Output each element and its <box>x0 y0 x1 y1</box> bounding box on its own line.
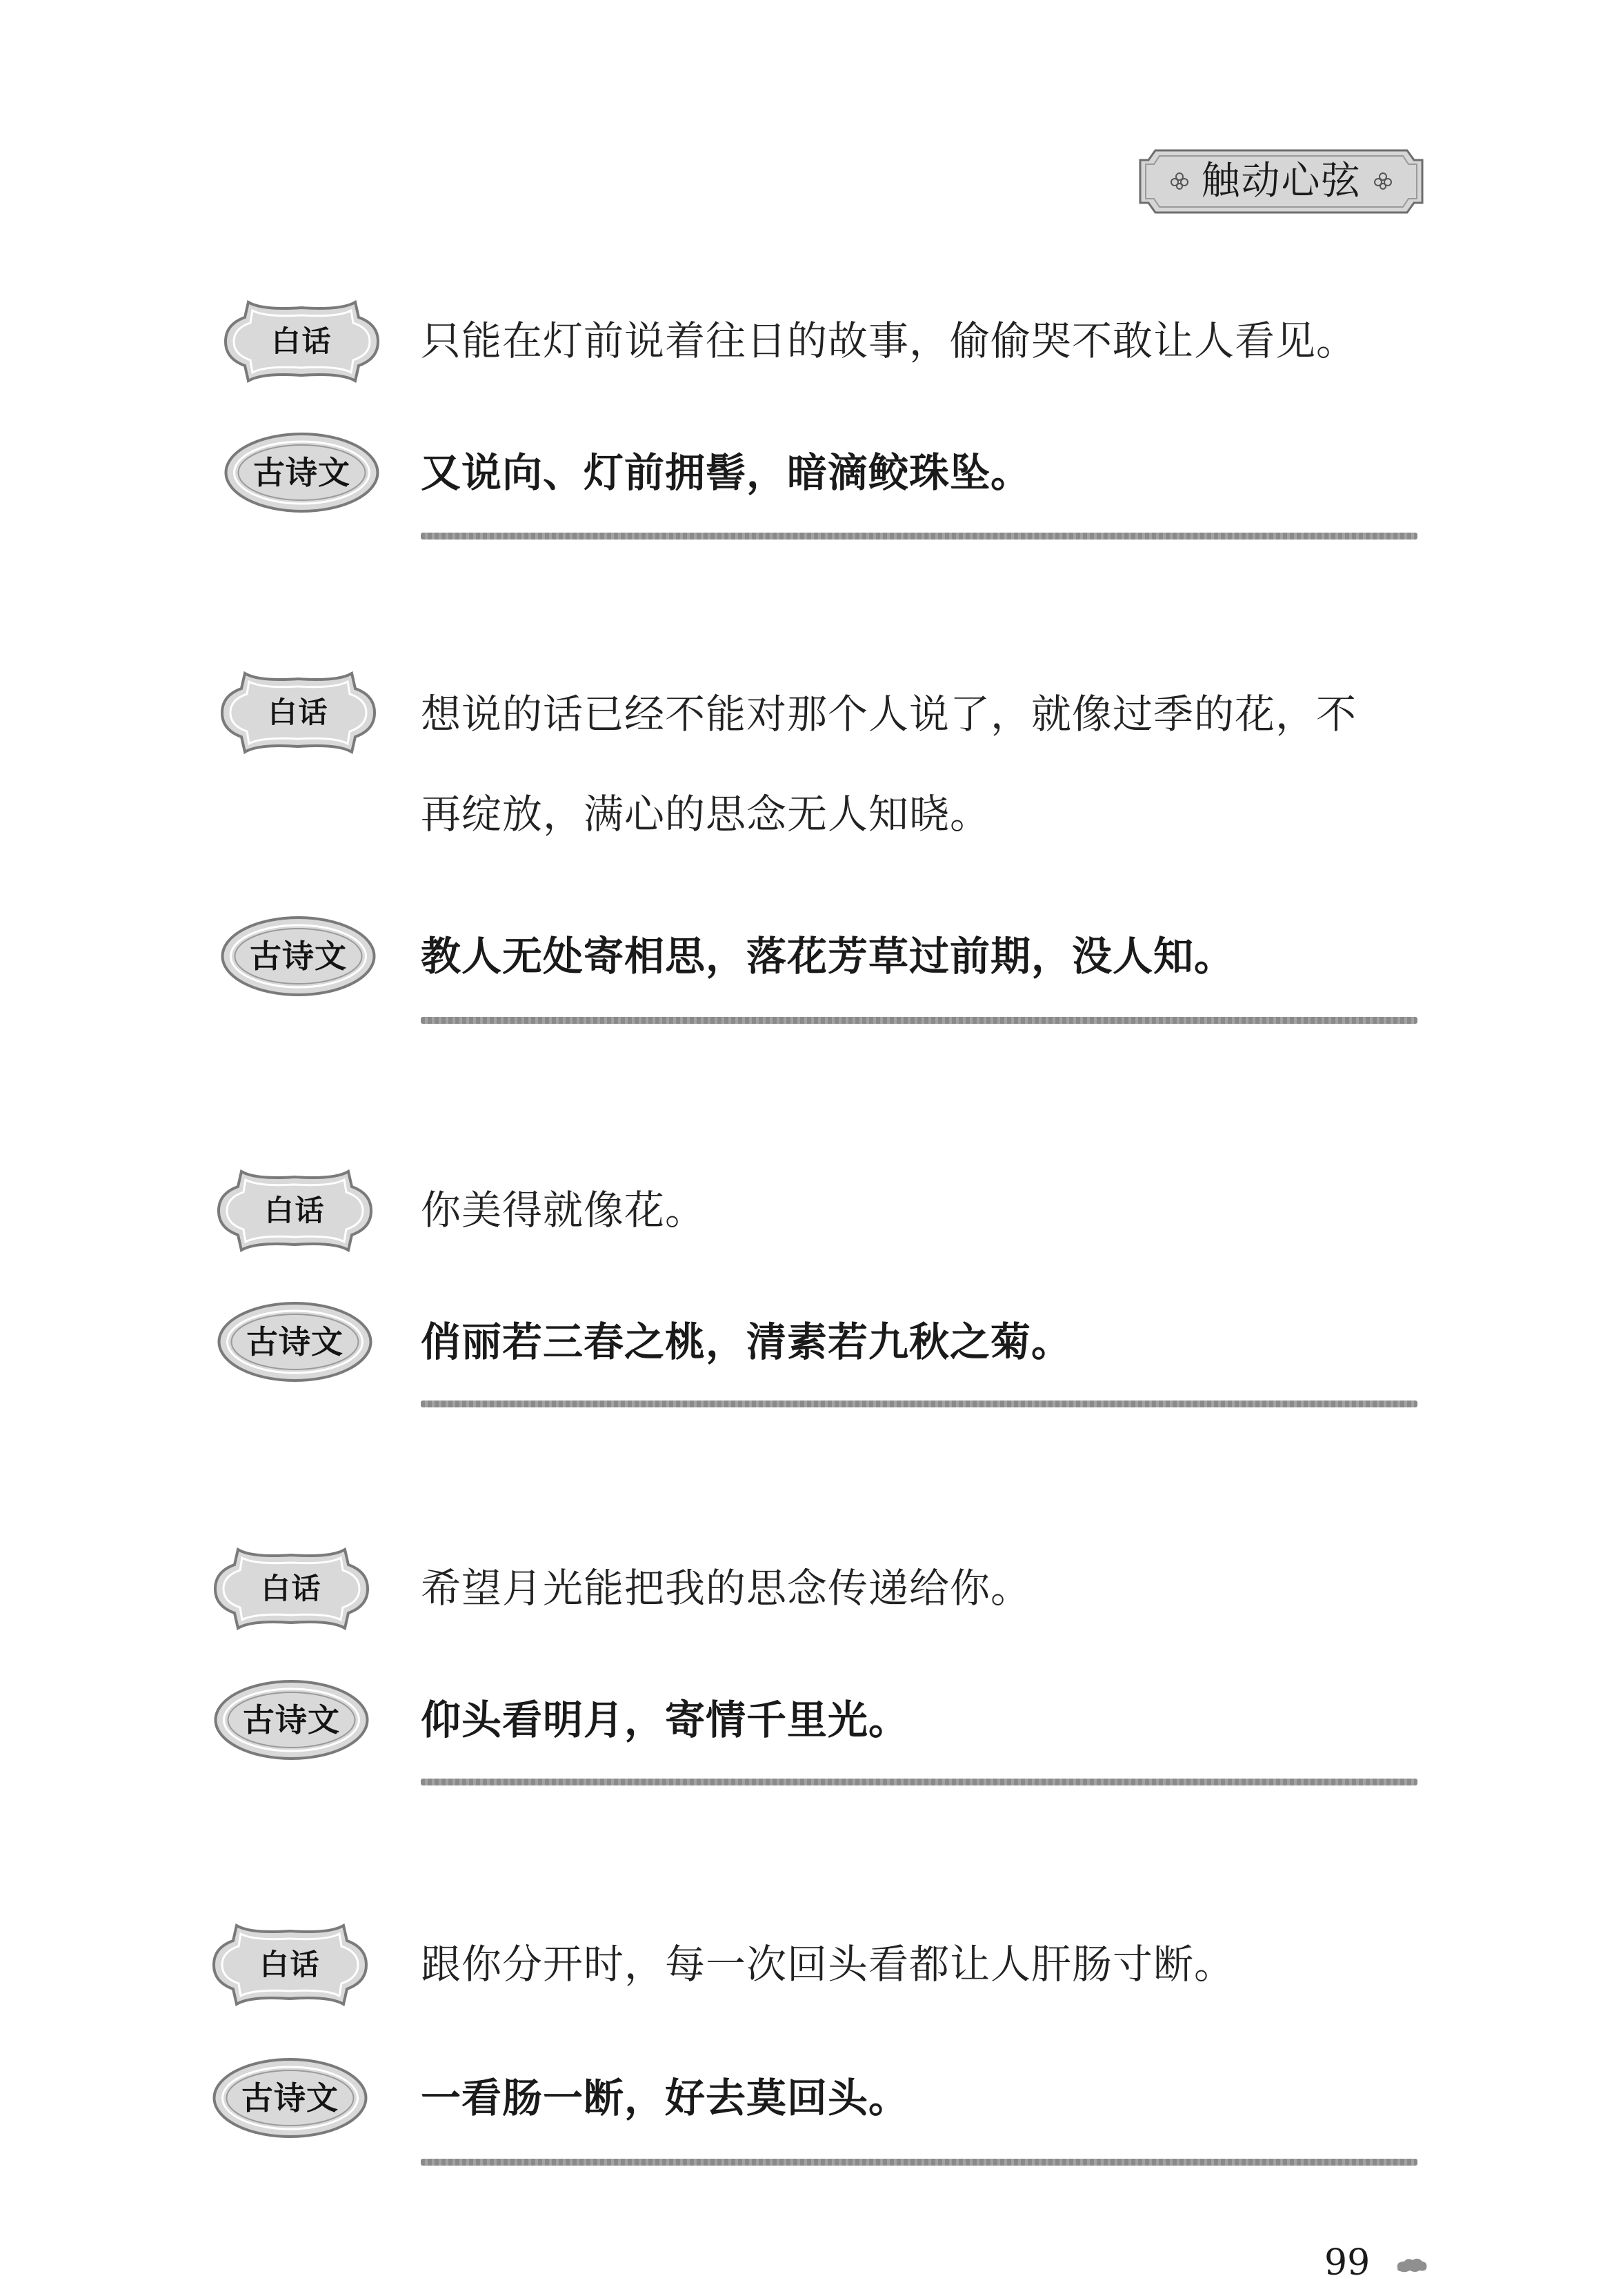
divider-rule <box>421 1401 1417 1407</box>
vernacular-label: 白话 <box>271 324 332 358</box>
classical-text: 仰头看明月，寄情千里光。 <box>421 1696 910 1743</box>
vernacular-badge <box>210 1544 372 1634</box>
vernacular-badge <box>209 1920 371 2010</box>
flower-icon <box>1171 172 1188 190</box>
divider-rule <box>421 1779 1417 1785</box>
vernacular-badge <box>221 297 383 386</box>
classical-badge <box>214 1297 376 1387</box>
classical-text: 教人无处寄相思，落花芳草过前期，没人知。 <box>421 933 1235 980</box>
sentence-pair <box>0 668 1623 1040</box>
classical-text: 一看肠一断，好去莫回头。 <box>421 2075 910 2121</box>
page-number: 99 <box>1324 2242 1371 2284</box>
classical-badge <box>217 911 379 1001</box>
classical-text: 又说向、灯前拥髻，暗滴鲛珠坠。 <box>421 449 1032 496</box>
divider-rule <box>421 2159 1417 2166</box>
cloud-icon <box>1395 2256 1429 2274</box>
vernacular-text: 只能在灯前说着往日的故事，偷偷哭不敢让人看见。 <box>421 317 1357 364</box>
classical-badge <box>221 428 383 517</box>
sentence-pair <box>0 1920 1623 2182</box>
classical-label: 古诗文 <box>243 1701 340 1739</box>
vernacular-text: 想说的话已经不能对那个人说了，就像过季的花，不 <box>421 691 1357 738</box>
vernacular-label: 白话 <box>261 1572 322 1605</box>
vernacular-label: 白话 <box>268 695 329 729</box>
sentence-pair <box>0 1166 1623 1428</box>
section-tag <box>1135 145 1428 218</box>
classical-label: 古诗文 <box>246 1323 343 1360</box>
sentence-pair <box>0 297 1623 559</box>
classical-badge <box>210 1675 372 1765</box>
vernacular-badge <box>214 1166 376 1256</box>
vernacular-text: 跟你分开时，每一次回头看都让人肝肠寸断。 <box>421 1941 1235 1988</box>
vernacular-text: 再绽放，满心的思念无人知晓。 <box>421 791 991 838</box>
divider-rule <box>421 533 1417 540</box>
vernacular-text: 你美得就像花。 <box>421 1187 706 1234</box>
sentence-pair <box>0 1544 1623 1806</box>
classical-label: 古诗文 <box>241 2079 339 2117</box>
classical-label: 古诗文 <box>253 454 350 491</box>
vernacular-label: 白话 <box>259 1948 321 1981</box>
vernacular-badge <box>217 668 379 758</box>
classical-badge <box>209 2053 371 2143</box>
classical-label: 古诗文 <box>250 938 347 975</box>
flower-icon <box>1374 172 1392 190</box>
classical-text: 俏丽若三春之桃，清素若九秋之菊。 <box>421 1318 1073 1365</box>
vernacular-label: 白话 <box>264 1194 326 1227</box>
section-title: 触动心弦 <box>1201 159 1362 204</box>
vernacular-text: 希望月光能把我的思念传递给你。 <box>421 1565 1032 1612</box>
divider-rule <box>421 1017 1417 1024</box>
